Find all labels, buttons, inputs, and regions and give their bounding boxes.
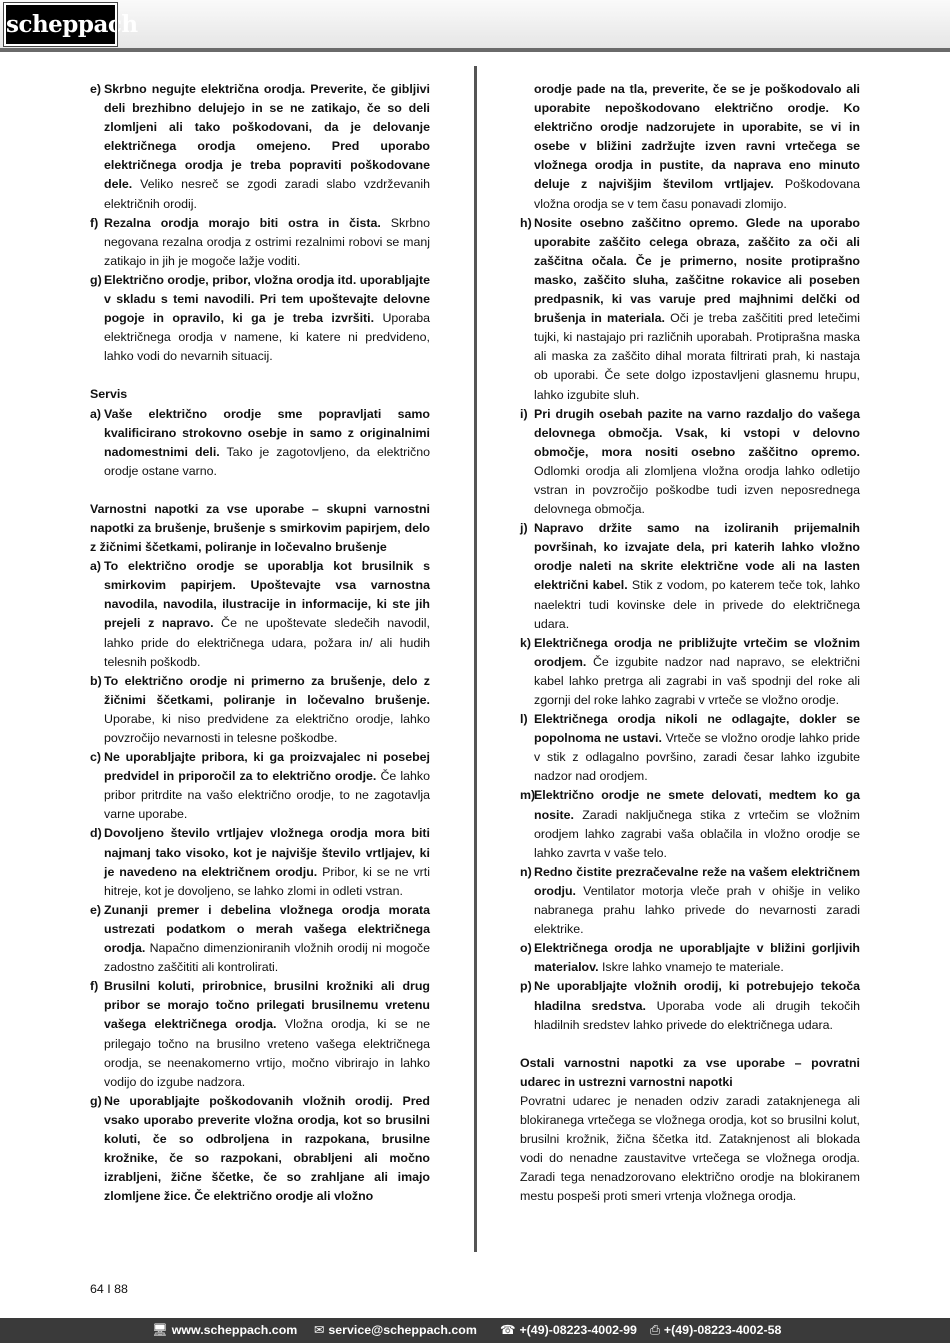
- list-item: l) Električnega orodja nikoli ne odlagajte, dokler se popolnoma ne ustavi. Vrteče se vložno orodje lahko pride v stik z odlagalno površino, zaradi česar lahko izgubite nadzor nad orodjem.: [520, 712, 860, 784]
- list-item: f) Rezalna orodja morajo biti ostra in čista. Skrbno negovana rezalna orodja z ostrimi rezalnimi robovi se manj zatikajo in jih je mogoče lažje voditi.: [90, 215, 430, 268]
- envelope-icon: ✉: [314, 1323, 325, 1337]
- list-item: b) To električno orodje ni primerno za brušenje, delo z žičnimi ščetkami, poliranje in ločevalno brušenje. Uporabe, ki niso predvidene za električno orodje, lahko povzročijo nevarnosti in telesne poškodbe.: [90, 673, 430, 745]
- list-item: o) Električnega orodja ne uporabljajte v bližini gorljivih materialov. Iskre lahko vnamejo te materiale.: [520, 941, 860, 975]
- page-footer: [0, 1318, 950, 1343]
- section-heading-grinding: Varnostni napotki za vse uporabe – skupni varnostni napotki za brušenje, brušenje s smirkovim papirjem, delo z žičnimi ščetkami, poliranje in ločevalno brušenje: [90, 501, 430, 555]
- scheppach-logo: scheppach: [4, 3, 117, 46]
- list-item: d) Dovoljeno število vrtljajev vložnega orodja mora biti najmanj tako visoko, kot je najvišje število vrtljajev, ki je navedeno na električnem orodju. Pribor, ki se ne vrti hitreje, kot je dovoljeno, se lahko zlomi in odleti vstran.: [90, 826, 431, 898]
- footer-web[interactable]: 🖥 www.scheppach.com: [152, 1323, 298, 1337]
- footer-phone: ☎ +(49)-08223-4002-99: [500, 1323, 637, 1337]
- phone-icon: ☎: [500, 1323, 516, 1337]
- list-item: h) Nosite osebno zaščitno opremo. Glede na uporabo uporabite zaščito celega obraza, zaščito za oči ali zaščitna očala. Če je primerno, nosite protiprašno masko, zaščito sluha, zaščitne rokavice ali poseben predpasnik, ki vas varuje pred majhnimi delčki od brušenja in materiala. Oči je treba zaščititi pred letečimi tujki, ki nastajajo pri različnih uporabah. Protiprašna maska ali maska za zaščito dihal morata filtrirati prah, ki nastaja ob uporabi. Če sete dolgo izpostavljeni glasnemu hrupu, lahko izgubite sluh.: [520, 215, 861, 402]
- list-item-continuation: orodje pade na tla, preverite, če se je poškodovalo ali uporabite nepoškodovano električno orodje. Ko električno orodje nadzorujete in uporabite, se vi in osebe v bližini zadržujte izven ravni vrtečega se vložnega orodja in pustite, da naprava eno minuto deluje z najvišjim številom vrtljajev. Poškodovana vložna orodja se v tem času ponavadi zlomijo.: [534, 82, 861, 211]
- list-item: e) Zunanji premer i debelina vložnega orodja morata ustrezati podatkom o merah vašega električnega orodja. Napačno dimenzioniranih vložnih orodij ni mogoče zadostno zaščititi ali kontrolirati.: [90, 902, 430, 975]
- section-heading-servis: Servis: [90, 387, 128, 402]
- list-item: g) Električno orodje, pribor, vložna orodja itd. uporabljajte v skladu s temi navodili. Pri tem upoštevajte delovne pogoje in opravilo, ki ga je treba izvršiti. Uporaba električnega orodja v namene, ki katere ni predvideno, lahko vodi do nevarnih situacij.: [90, 272, 430, 364]
- fax-icon: ⎙: [650, 1323, 660, 1337]
- list-item: k) Električnega orodja ne približujte vrtečim se vložnim orodjem. Če izgubite nadzor nad napravo, se električni kabel lahko pretrga ali zagrabi in vaš spodnji del roke ali zgornji del roke lahko zagrabi v vrteče se vložno orodje.: [520, 635, 860, 707]
- footer-email[interactable]: ✉ service@scheppach.com: [314, 1323, 477, 1337]
- list-item: a) Vaše električno orodje sme popravljati samo kvalificirano strokovno osebje in samo z originalnimi nadomestnimi deli. Tako je zagotovljeno, da električno orodje ostane varno.: [90, 406, 430, 478]
- right-column: [520, 80, 860, 1206]
- footer-fax: ⎙ +(49)-08223-4002-58: [650, 1323, 782, 1337]
- list-item: i) Pri drugih osebah pazite na varno razdaljo do vašega delovnega območja. Vsak, ki vstopi v delovno območje, mora nositi osebno zaščitno opremo. Odlomki orodja ali zlomljena vložna orodja lahko odletijo vstran in povzročijo poškodbe tudi izven neposrednega delovnega območja.: [520, 406, 860, 517]
- page-number: 64 I 88: [90, 1282, 128, 1296]
- list-item: n) Redno čistite prezračevalne reže na vašem električnem orodju. Ventilator motorja vleče prah v ohišje in veliko nabranega prahu lahko privede do nevarnosti zaradi elektrike.: [520, 864, 860, 937]
- section-heading-kickback: Ostali varnostni napotki za vse uporabe – povratni udarec in ustrezni varnostni napotki: [520, 1055, 860, 1089]
- left-column: [90, 80, 430, 1206]
- list-item: j) Napravo držite samo na izoliranih prijemalnih površinah, ko izvajate dela, pri katerih lahko vložno orodje naleti na skrite električne vode ali na lasten električni kabel. Stik z vodom, po katerem teče tok, lahko naelektri tudi kovinske dele in privede do električnega udara.: [520, 521, 861, 631]
- list-item: g) Ne uporabljajte poškodovanih vložnih orodij. Pred vsako uporabo preverite vložna orodja, kot so brusilni koluti, če so odbroljena in razpokana, brusilne krožnike, če so razpokani, obrabljeni ali močno izrabljeni, žične ščetke, če so zrahljane ali imajo zlomljene žice. Če električno orodje ali vložno: [90, 1093, 430, 1204]
- list-item: p) Ne uporabljajte vložnih orodij, ki potrebujejo tekoča hladilna sredstva. Uporaba vode ali drugih tekočih hladilnih sredstev lahko privede do električnega udara.: [520, 979, 860, 1032]
- kickback-paragraph: Povratni udarec je nenaden odziv zaradi zataknjenega ali blokiranega vrtečega se vložnega orodja, kot so brusilni kolut, brusilni krožnik, žična ščetka itd. Zataknjenost ali blokada vodi do nenadne zaustavitve vrtečega se vložnega orodja. Zaradi tega nenadzorovano električno orodje na blokiranem mestu pospeši proti smeri vrtenja vložnega orodja.: [520, 1093, 860, 1204]
- column-divider: [474, 66, 477, 1252]
- header-rule: [0, 48, 950, 52]
- list-item: c) Ne uporabljajte pribora, ki ga proizvajalec ni posebej predvidel in priporočil za to električno orodje. Če lahko pribor pritrdite na vašo električno orodje, to ne zagotavlja varne uporabe.: [90, 750, 430, 822]
- list-item: a) To električno orodje se uporablja kot brusilnik s smirkovim papirjem. Upoštevajte vsa varnostna navodila, navodila, ilustracije in informacije, ki ste jih prejeli z napravo. Če ne upoštevate sledečih navodil, lahko pride do električnega udara, požara in/ ali hudih telesnih poškodb.: [90, 559, 431, 669]
- list-item: m) Električno orodje ne smete delovati, medtem ko ga nosite. Zaradi naključnega stika z vrtečim se vložnim orodjem lahko zagrabi vaša oblačila in vložno orodje se lahko zavrta v vaše telo.: [520, 788, 860, 860]
- page-header: [0, 0, 950, 48]
- list-item: f) Brusilni koluti, prirobnice, brusilni krožniki ali drug pribor se morajo točno prilegati brusilnemu vretenu vašega električnega orodja. Vložna orodja, ki se ne prilegajo točno na brusilno vreteno vašega električnega orodja, se neenakomerno vrtijo, močno vibrirajo in lahko vodijo do izgube nadzora.: [90, 979, 430, 1089]
- monitor-icon: 🖥: [152, 1323, 168, 1337]
- list-item: e) Skrbno negujte električna orodja. Preverite, če gibljivi deli brezhibno delujejo in se ne zatikajo, če so deli zlomljeni ali tako poškodovani, da je delovanje električnega orodja omejeno. Pred uporabo električnega orodja je treba popraviti poškodovane dele. Veliko nesreč se zgodi zaradi slabo vzdrževanih električnih orodij.: [90, 82, 430, 211]
